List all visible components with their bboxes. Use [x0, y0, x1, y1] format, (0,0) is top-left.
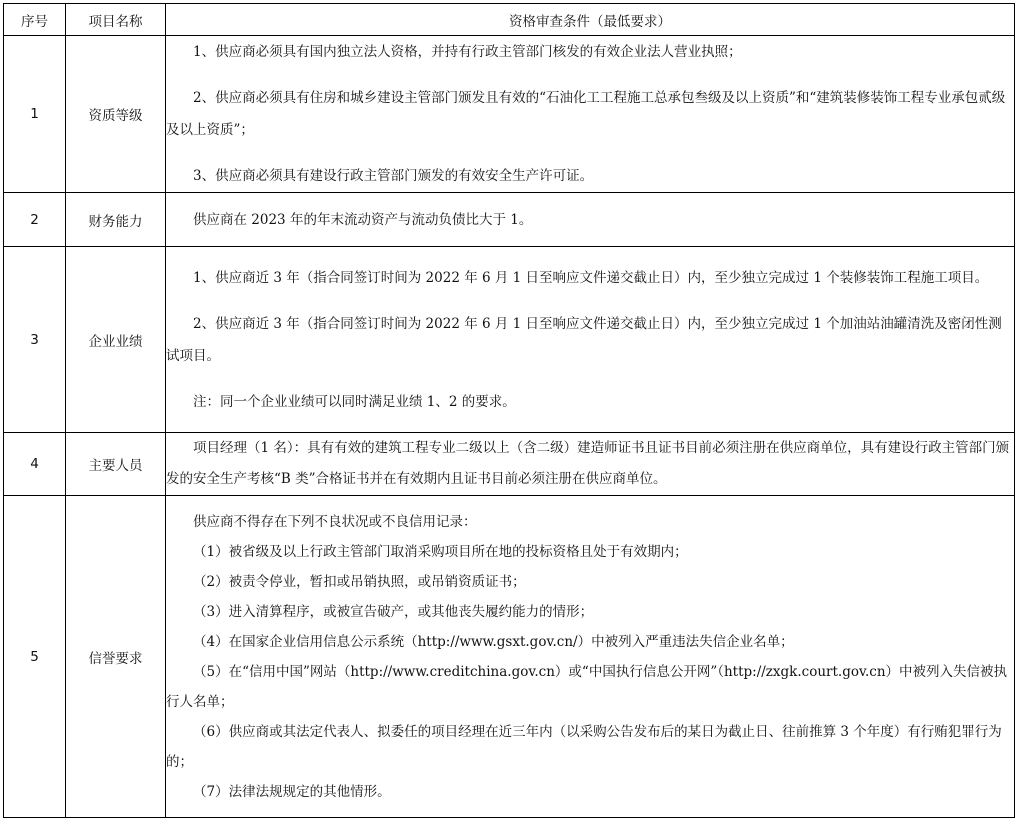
condition-text: 2、供应商必须具有住房和城乡建设主管部门颁发且有效的“石油化工工程施工总承包叁级及以上资质”和“建筑装修装饰工程专业承包贰级及以上资质”； — [166, 90, 1006, 138]
row-number: 3 — [4, 247, 66, 433]
condition-text: 2、供应商近 3 年（指合同签订时间为 2022 年 6 月 1 日至响应文件递交截止日）内，至少独立完成过 1 个加油站油罐清洗及密闭性测试项目。 — [166, 315, 1002, 364]
condition-text: 供应商在 2023 年的年末流动资产与流动负债比大于 1。 — [193, 211, 533, 228]
row-conditions — [166, 193, 1015, 247]
row-conditions — [166, 36, 1015, 193]
row-item-name: 信誉要求 — [66, 496, 166, 818]
header-item-name: 项目名称 — [66, 4, 166, 36]
table-row — [4, 193, 1015, 247]
row-item-name: 企业业绩 — [66, 247, 166, 433]
table-row — [4, 247, 1015, 433]
condition-text: （5）在“信用中国”网站（http://www.creditchina.gov.cn）或“中国执行信息公开网”（http://zxgk.court.gov.cn）中被列入失信被执行人名单； — [166, 663, 1008, 710]
row-number: 1 — [4, 36, 66, 193]
row-conditions — [166, 247, 1015, 433]
row-conditions — [166, 496, 1015, 818]
condition-text: 供应商不得存在下列不良状况或不良信用记录： — [193, 513, 477, 530]
header-conditions: 资格审查条件（最低要求） — [166, 4, 1015, 36]
row-item-name: 主要人员 — [66, 433, 166, 496]
condition-text: （4）在国家企业信用信息公示系统（http://www.gsxt.gov.cn/）中被列入严重违法失信企业名单； — [193, 633, 794, 650]
row-number: 4 — [4, 433, 66, 496]
condition-text: （1）被省级及以上行政主管部门取消采购项目所在地的投标资格且处于有效期内； — [193, 543, 688, 560]
condition-text: 1、供应商必须具有国内独立法人资格，并持有行政主管部门核发的有效企业法人营业执照； — [193, 44, 742, 60]
condition-text: 注：同一个企业业绩可以同时满足业绩 1、2 的要求。 — [193, 393, 516, 410]
condition-text: （7）法律法规规定的其他情形。 — [193, 783, 391, 800]
qualification-table — [3, 3, 1015, 818]
condition-text: （2）被责令停业，暂扣或吊销执照，或吊销资质证书； — [193, 573, 526, 590]
row-item-name: 财务能力 — [66, 193, 166, 247]
table-header-row — [4, 4, 1015, 36]
row-number: 5 — [4, 496, 66, 818]
row-number: 2 — [4, 193, 66, 247]
condition-text: （3）进入清算程序，或被宣告破产，或其他丧失履约能力的情形； — [193, 603, 594, 620]
table-row — [4, 496, 1015, 818]
table-row — [4, 36, 1015, 193]
row-conditions — [166, 433, 1015, 496]
header-serial-number: 序号 — [4, 4, 66, 36]
condition-text: 项目经理（1 名）：具有有效的建筑工程专业二级以上（含二级）建造师证书且证书目前必须注册在供应商单位，具有建设行政主管部门颁发的安全生产考核“B 类”合格证书并在有效期内且证书目前必须注册在供应商单位。 — [166, 440, 1010, 487]
condition-text: （6）供应商或其法定代表人、拟委任的项目经理在近三年内（以采购公告发布后的某日为截止日、往前推算 3 个年度）有行贿犯罪行为的； — [166, 723, 1002, 770]
row-item-name: 资质等级 — [66, 36, 166, 193]
condition-text: 1、供应商近 3 年（指合同签订时间为 2022 年 6 月 1 日至响应文件递交截止日）内，至少独立完成过 1 个装修装饰工程施工项目。 — [193, 269, 989, 286]
table-row — [4, 433, 1015, 496]
condition-text: 3、供应商必须具有建设行政主管部门颁发的有效安全生产许可证。 — [193, 168, 594, 184]
